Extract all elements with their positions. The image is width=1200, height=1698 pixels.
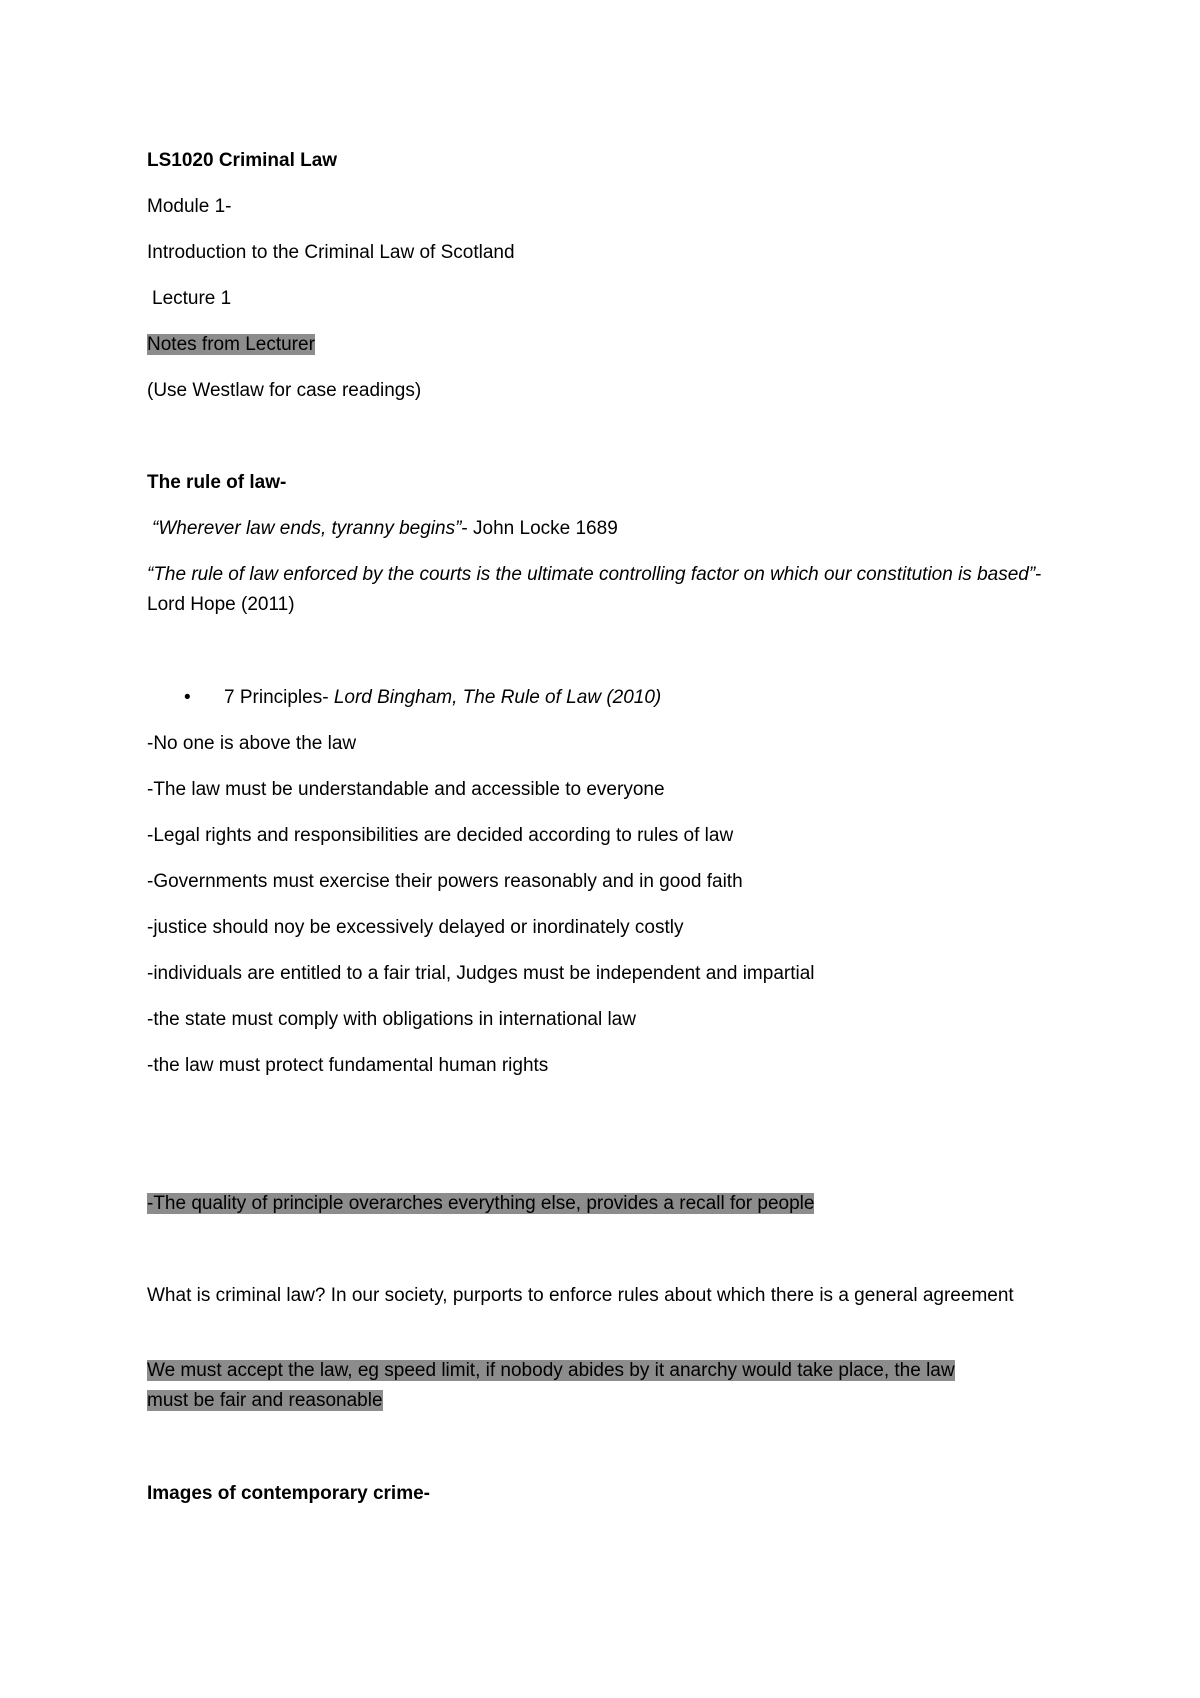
quality-note-highlight: -The quality of principle overarches everything else, provides a recall for people [147, 1193, 815, 1214]
accept-law-highlight-2: must be fair and reasonable [147, 1390, 383, 1411]
principles-lead: 7 Principles- [224, 687, 334, 708]
principle-item: -the state must comply with obligations in international law [147, 1009, 636, 1030]
accept-law-line-2 [147, 1386, 383, 1416]
hope-quote-attribution: - Lord Hope (2011) [147, 564, 1042, 615]
rule-of-law-heading: The rule of law- [147, 472, 287, 493]
locke-quote-text: “Wherever law ends, tyranny begins” [152, 518, 462, 539]
hope-quote [147, 560, 1067, 620]
principles-bullet [184, 683, 661, 713]
notes-label [147, 330, 315, 360]
course-title: LS1020 Criminal Law [147, 150, 338, 171]
lecture-label: Lecture 1 [152, 288, 232, 309]
accept-law-highlight-1: We must accept the law, eg speed limit, if nobody abides by it anarchy would take place, the law [147, 1360, 955, 1381]
contemporary-crime-heading: Images of contemporary crime- [147, 1483, 430, 1504]
principle-item: -No one is above the law [147, 733, 357, 754]
notes-highlight: Notes from Lecturer [147, 334, 315, 355]
accept-law-line-1 [147, 1356, 955, 1386]
hope-quote-text: “The rule of law enforced by the courts is the ultimate controlling factor on which our constitution is based” [147, 564, 1036, 585]
principle-item: -Legal rights and responsibilities are decided according to rules of law [147, 825, 734, 846]
locke-quote [152, 514, 618, 544]
quality-note [147, 1189, 814, 1219]
bullet-icon: • [184, 687, 191, 708]
principle-item: -The law must be understandable and accessible to everyone [147, 779, 665, 800]
principle-item: -justice should noy be excessively delayed or inordinately costly [147, 917, 684, 938]
westlaw-note: (Use Westlaw for case readings) [147, 380, 422, 401]
module-label: Module 1- [147, 196, 232, 217]
locke-quote-attribution: - John Locke 1689 [461, 518, 618, 539]
principle-item: -the law must protect fundamental human rights [147, 1055, 549, 1076]
criminal-law-question: What is criminal law? In our society, purports to enforce rules about which there is a general agreement [147, 1285, 1014, 1306]
principles-source: Lord Bingham, The Rule of Law (2010) [333, 687, 662, 708]
principle-item: -individuals are entitled to a fair trial, Judges must be independent and impartial [147, 963, 815, 984]
principle-item: -Governments must exercise their powers reasonably and in good faith [147, 871, 743, 892]
module-title: Introduction to the Criminal Law of Scotland [147, 242, 515, 263]
